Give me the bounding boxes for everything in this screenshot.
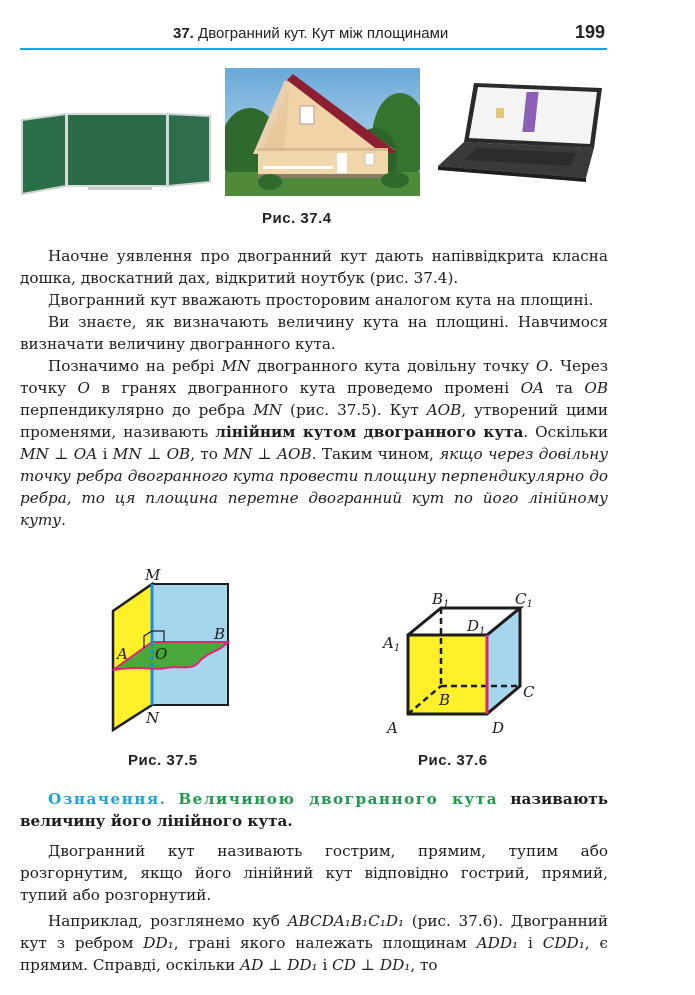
figure-37-6-caption: Рис. 37.6 [418,752,488,769]
label-C1: $C_1$ [515,590,533,610]
paragraph-2: Двогранний кут вважають просторовим аналогом кута на площині. [48,291,594,309]
label-D: D [492,719,505,737]
page-number: 199 [574,22,605,42]
paragraph-5: Двогранний кут називають гострим, прямим, тупим або розгорнутим, якщо його лінійний кут відповідно гострий, прямий, тупий або розгорнутий. [20,842,608,904]
body-text-block-2 [20,788,608,976]
paragraph-6: Наприклад, розглянемо куб ABCDA₁B₁C₁D₁ (рис. 37.6). Двогранний кут з ребром DD₁, грані якого належать площинам ADD₁ і CDD₁, є прямим. Справді, оскільки AD ⊥ DD₁ і CD ⊥ DD₁, то [20,912,608,974]
label-B1: $B_1$ [432,590,450,610]
definition-label: Означення. [48,790,167,808]
theorem-italic: якщо через довільну точку ребра двогранного кута провести площину перпендикулярно до ребра, то ця площина перетне двогранний кут по його лінійному куту [20,445,609,529]
running-header [20,22,607,50]
figure-37-4-caption: Рис. 37.4 [262,210,332,227]
label-C: C [523,683,535,701]
house-photo [225,68,420,196]
term-linear-angle: лінійним кутом двогранного кута [215,423,524,441]
paragraph-4: Позначимо на ребрі MN двогранного кута довільну точку O. Через точку O в гранях двогранного кута проведемо промені OA та OB перпендикулярно до ребра MN (рис. 37.5). Кут AOB, утворений цими променями, називають лінійним кутом двогранного кута. Оскільки MN ⊥ OA і MN ⊥ OB, то MN ⊥ AOB. Таким чином, якщо через довільну точку ребра двогранного кута провести площину перпендикулярно до ребра, то ця площина перетне двогранний кут по його лінійному куту. [20,357,609,529]
label-N: N [146,709,160,727]
label-B: B [214,625,226,643]
paragraph-1: Наочне уявлення про двогранний кут дають напіввідкрита класна дошка, двоскатний дах, відкритий ноутбук (рис. 37.4). [20,247,608,287]
label-A1: $A_1$ [383,634,401,654]
figure-37-5-caption: Рис. 37.5 [128,752,198,769]
blackboard-photo [18,108,214,198]
label-O: O [155,645,168,663]
label-B: B [439,691,451,709]
label-M: M [145,566,161,584]
definition-term: Величиною двогранного кута [178,790,499,808]
body-text-block-1 [20,245,608,531]
label-A: A [387,719,398,737]
figure-37-5-dihedral-angle [100,565,250,745]
laptop-photo [436,78,606,190]
definition: Означення. Величиною двогранного кута називають величину його лінійного кута. [20,790,608,830]
section-number: 37. [173,25,194,42]
label-A: A [117,645,128,663]
figure-37-6-cube [375,590,545,750]
label-D1: $D_1$ [467,617,486,637]
section-title [173,25,448,42]
paragraph-3: Ви знаєте, як визначають величину кута на площині. Навчимося визначати величину двогранного кута. [20,313,608,353]
section-title-text: Двогранний кут. Кут між площинами [198,25,449,42]
